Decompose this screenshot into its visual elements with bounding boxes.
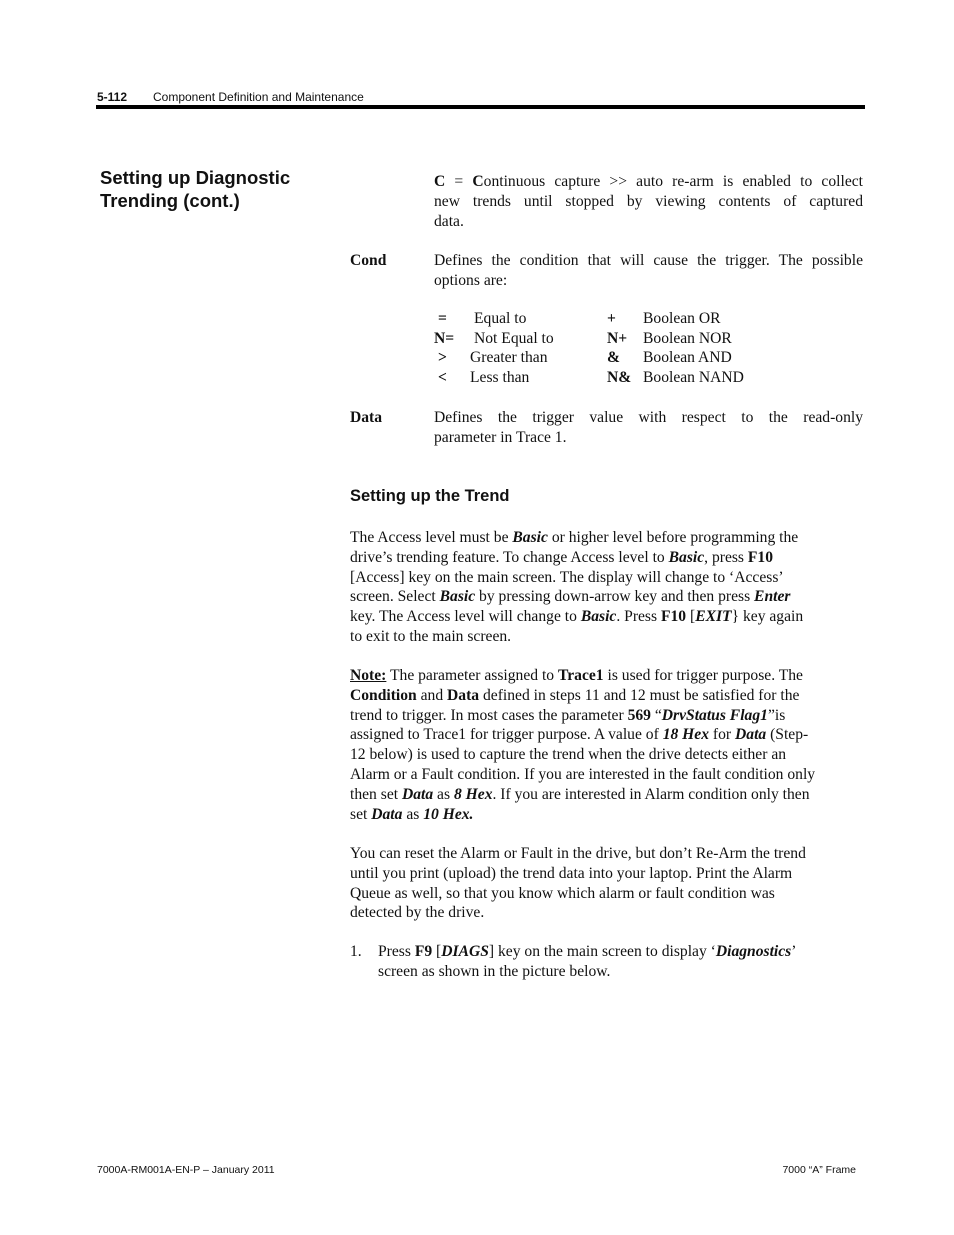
text: The parameter assigned to — [386, 667, 558, 684]
continuous-capture-definition — [434, 172, 863, 231]
text: for — [709, 726, 736, 744]
c2-label: C — [472, 173, 484, 190]
operator-symbol: N+ — [607, 330, 628, 347]
operator-label: Greater than — [470, 349, 548, 366]
text: Press — [378, 943, 415, 960]
note-paragraph — [350, 666, 864, 824]
emphasis: DIAGS — [441, 943, 489, 960]
text: as — [402, 805, 424, 823]
operator-symbol: N& — [607, 369, 632, 386]
text: (Step- — [766, 726, 809, 744]
step-number: 1. — [350, 943, 362, 960]
section-title: Component Definition and Maintenance — [153, 90, 364, 104]
text: . If you are interested in Alarm condition only then — [492, 785, 810, 803]
text: 12 below) is used to capture the trend when the drive detects either an — [350, 746, 787, 764]
text: until you print (upload) the trend data into your laptop. Print the Alarm — [350, 864, 793, 882]
operator-label: Boolean OR — [643, 310, 721, 327]
key-f9: F9 — [414, 943, 433, 960]
text: screen as shown in the picture below. — [378, 962, 611, 980]
side-heading — [100, 166, 340, 212]
header — [97, 90, 127, 104]
strong: Trace1 — [558, 667, 604, 684]
text: assigned to Trace1 for trigger purpose. A value of — [350, 726, 663, 744]
text: ] key on the main screen to display ‘ — [488, 943, 716, 960]
operator-label: Less than — [470, 369, 530, 386]
emphasis: Enter — [754, 588, 791, 606]
text: to exit to the main screen. — [350, 627, 512, 645]
text: , press — [704, 548, 748, 566]
text: detected by the drive. — [350, 904, 485, 922]
operator-symbol: + — [607, 310, 616, 327]
text: “ — [650, 706, 662, 724]
text: as — [433, 785, 454, 803]
cond-line2: options are: — [434, 271, 508, 289]
text: ’ — [791, 943, 797, 960]
text: key. The Access level will change to — [350, 608, 581, 626]
emphasis: Basic — [512, 529, 548, 546]
operator-label: Not Equal to — [474, 330, 554, 347]
data-line1: Defines the trigger value with respect to the read-only — [434, 409, 863, 426]
c-label: C — [434, 173, 446, 190]
emphasis: Basic — [668, 548, 705, 566]
side-heading-line2: Trending (cont.) — [100, 190, 240, 211]
text: screen. Select — [350, 588, 440, 606]
continuous-line2: new trends until stopped by viewing contents of captured — [434, 192, 863, 210]
text: Alarm or a Fault condition. If you are interested in the fault condition only — [350, 765, 816, 783]
strong: Condition — [350, 686, 417, 704]
text: and — [416, 686, 448, 704]
operator-label: Boolean NOR — [643, 330, 732, 347]
emphasis: Data — [735, 726, 767, 744]
operator-label: Boolean AND — [643, 349, 732, 366]
text: or higher level before programming the — [547, 529, 799, 546]
emphasis: 18 Hex — [662, 726, 710, 744]
strong: Data — [447, 686, 480, 704]
text: then set — [350, 785, 402, 803]
emphasis: 8 Hex — [453, 785, 493, 803]
cond-term: Cond — [350, 252, 387, 269]
operator-label: Boolean NAND — [643, 369, 744, 386]
text: defined in steps 11 and 12 must be satisfied for the — [479, 686, 800, 704]
equals-sign: = — [445, 173, 473, 190]
text: by pressing down-arrow key and then press — [475, 588, 755, 606]
text: is used for trigger purpose. The — [603, 667, 803, 684]
continuous-line1: ontinuous capture >> auto re-arm is enabled to collect — [483, 173, 863, 190]
strong: 569 — [627, 706, 651, 724]
cond-line1: Defines the condition that will cause the trigger. The possible — [434, 252, 863, 269]
emphasis: 10 Hex. — [423, 805, 474, 823]
operator-symbol: < — [438, 369, 447, 386]
text: Queue as well, so that you know which alarm or fault condition was — [350, 884, 775, 902]
data-term: Data — [350, 409, 383, 426]
emphasis: Basic — [580, 608, 617, 626]
emphasis: EXIT — [695, 608, 732, 626]
access-paragraph — [350, 528, 864, 647]
data-line2: parameter in Trace 1. — [434, 428, 567, 446]
emphasis: Diagnostics — [715, 943, 792, 960]
note-label: Note: — [350, 667, 387, 684]
reset-paragraph — [350, 844, 864, 923]
emphasis: DrvStatus Flag1 — [661, 706, 768, 724]
page-number: 5-112 — [97, 90, 128, 104]
operator-symbol: > — [438, 349, 447, 366]
operator-symbol: & — [607, 349, 620, 366]
text: set — [350, 805, 372, 823]
side-heading-line1: Setting up Diagnostic — [100, 167, 291, 188]
text: You can reset the Alarm or Fault in the drive, but don’t Re-Arm the trend — [350, 845, 806, 862]
key-f10: F10 — [660, 608, 687, 626]
text: [Access] key on the main screen. The display will change to ‘Access’ — [350, 568, 784, 586]
subheading-setting-up-trend: Setting up the Trend — [350, 487, 510, 505]
footer-right: 7000 “A” Frame — [782, 1164, 856, 1176]
footer-left: 7000A-RM001A-EN-P – January 2011 — [97, 1164, 275, 1176]
key-f10: F10 — [747, 548, 774, 566]
continuous-line3: data. — [434, 212, 464, 230]
operator-symbol: N= — [434, 330, 455, 347]
step-1-text — [378, 942, 864, 982]
emphasis: Data — [371, 805, 403, 823]
text: } key again — [731, 608, 804, 626]
operator-symbol: = — [438, 310, 447, 327]
text: drive’s trending feature. To change Access level to — [350, 548, 669, 566]
text: trend to trigger. In most cases the parameter — [350, 706, 628, 724]
text: ”is — [767, 706, 786, 724]
data-definition — [434, 408, 863, 448]
text: The Access level must be — [350, 529, 513, 546]
emphasis: Data — [401, 785, 434, 803]
operator-label: Equal to — [474, 310, 527, 327]
cond-definition — [434, 251, 863, 291]
text: [ — [686, 608, 696, 626]
text: . Press — [616, 608, 661, 626]
text: [ — [432, 943, 442, 960]
header-rule — [96, 105, 865, 109]
emphasis: Basic — [439, 588, 476, 606]
